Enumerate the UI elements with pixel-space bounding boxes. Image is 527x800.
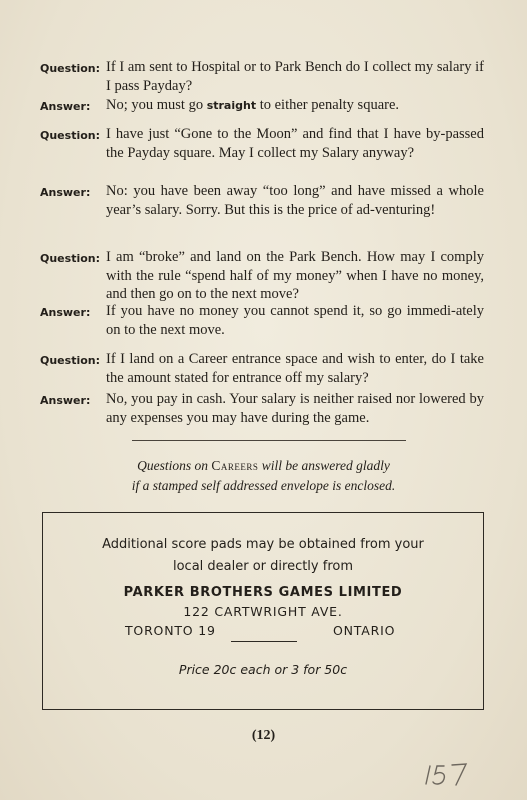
address-rule	[231, 641, 297, 642]
question-label: Question:	[40, 62, 101, 75]
answer-3	[40, 302, 484, 339]
price-text: Price 20c each or 3 for 50c	[178, 662, 348, 677]
answer-text	[106, 96, 484, 116]
answer-label: Answer:	[40, 306, 91, 319]
question-text: If I am sent to Hospital or to Park Bench do I collect my salary if I pass Payday?	[106, 59, 484, 94]
answer-4	[40, 390, 484, 427]
answer-label: Answer:	[40, 100, 91, 113]
question-label: Question:	[40, 252, 101, 265]
answer-emphasis: straight	[206, 99, 257, 112]
answer-1	[40, 96, 484, 116]
divider-rule	[132, 440, 406, 441]
company-name: PARKER BROTHERS GAMES LIMITED	[123, 585, 403, 600]
company-province: ONTARIO	[333, 623, 396, 638]
company-city: TORONTO 19	[125, 623, 216, 638]
box-line-1: Additional score pads may be obtained from your	[102, 537, 424, 552]
handwritten-number	[420, 760, 480, 790]
answer-text: No: you have been away “too long” and have missed a whole year’s salary. Sorry. But this is the price of ad-venturing!	[106, 183, 484, 218]
answer-text: No, you pay in cash. Your salary is neither raised nor lowered by any expenses you may have during the game.	[106, 391, 484, 426]
question-label: Question:	[40, 129, 101, 142]
note-careers: Careers	[211, 458, 259, 473]
answer-label: Answer:	[40, 394, 91, 407]
question-1	[40, 58, 484, 95]
company-address: 122 CARTWRIGHT AVE.	[183, 604, 343, 619]
answer-2	[40, 182, 484, 219]
page-number: (12)	[251, 728, 276, 743]
answer-text-part: No; you must go	[106, 97, 204, 113]
note-prefix: Questions on	[137, 458, 208, 473]
score-pad-box	[42, 512, 484, 710]
careers-note-line-1	[60, 456, 467, 476]
box-line-2: local dealer or directly from	[172, 559, 353, 574]
note-suffix: will be answered gladly	[261, 458, 390, 473]
careers-note-line-2: if a stamped self addressed envelope is enclosed.	[131, 478, 396, 493]
question-label: Question:	[40, 354, 101, 367]
question-text: If I land on a Career entrance space and wish to enter, do I take the amount stated for entrance off my salary?	[106, 351, 484, 386]
question-3	[40, 248, 484, 304]
question-4	[40, 350, 484, 387]
answer-text: If you have no money you cannot spend it, so go immedi-ately on to the next move.	[106, 303, 484, 338]
answer-label: Answer:	[40, 186, 91, 199]
question-text: I have just “Gone to the Moon” and find that I have by-passed the Payday square. May I collect my Salary anyway?	[106, 126, 484, 161]
answer-text-part: to either penalty square.	[259, 97, 400, 113]
question-text: I am “broke” and land on the Park Bench. How may I comply with the rule “spend half of my money” when I have no money, and then go on to the next move?	[106, 249, 484, 302]
question-2	[40, 125, 484, 162]
